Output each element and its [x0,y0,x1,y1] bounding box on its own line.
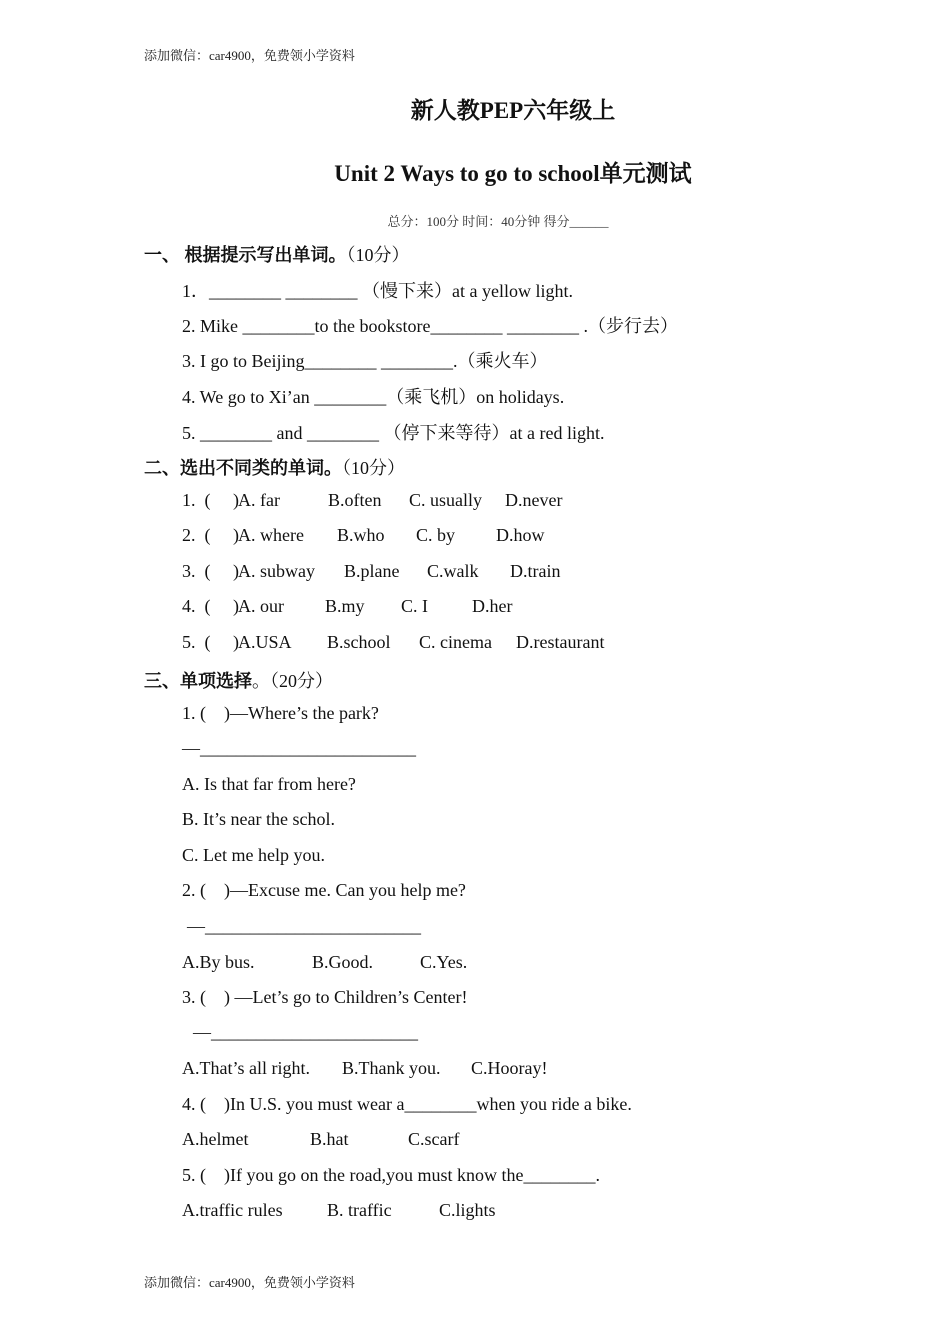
option-c: C.walk [427,561,479,581]
option-a: A.USA [238,632,292,652]
option-c: C. cinema [419,632,492,652]
section1-item-1: 1．________ ________ （慢下来）at a yellow light. [182,281,573,301]
item-number: 1. ( ) [182,490,239,510]
option-b: B.often [328,490,382,510]
score-meta: 总分：100分 时间：40分钟 得分______ [387,214,609,229]
section1-title: 一、 根据提示写出单词。 [144,245,347,265]
q5-option-c: C.lights [439,1200,496,1220]
option-d: D.how [496,525,545,545]
option-b: B.plane [344,561,400,581]
q4-question: 4. ( )In U.S. you must wear a________when you ride a bike. [182,1094,632,1114]
page-title: 新人教PEP六年级上 [410,98,616,123]
q2-question: 2. ( )—Excuse me. Can you help me? [182,880,466,900]
section2-title: 二、选出不同类的单词。 [144,458,342,478]
item-number: 5. ( ) [182,632,239,652]
option-d: D.never [505,490,563,510]
q4-option-c: C.scarf [408,1129,460,1149]
section3-heading [144,667,333,693]
option-d: D.her [472,596,513,616]
option-c: C. by [416,525,456,545]
q4-option-a: A.helmet [182,1129,249,1149]
page-subtitle: Unit 2 Ways to go to school单元测试 [334,161,692,186]
item-number: 3. ( ) [182,561,239,581]
option-c: C. usually [409,490,483,510]
section1-item-5: 5. ________ and ________ （停下来等待）at a red light. [182,423,605,443]
option-d: D.restaurant [516,632,605,652]
item-number: 4. ( ) [182,596,239,616]
q2-option-b: B.Good. [312,952,374,972]
q2-option-a: A.By bus. [182,952,255,972]
option-a: A. where [238,525,304,545]
section1-item-2: 2. Mike ________to the bookstore________ ________ .（步行去） [182,316,678,336]
q3-answer-line: —_______________________ [193,1022,418,1042]
q1-option-a: A. Is that far from here? [182,774,356,794]
option-a: A. far [238,490,280,510]
footer-note: 添加微信：car4900，免费领小学资料 [144,1275,355,1290]
option-a: A. our [238,596,284,616]
section1-item-3: 3. I go to Beijing________ ________.（乘火车） [182,351,548,371]
option-b: B.my [325,596,365,616]
q1-option-b: B. It’s near the schol. [182,809,335,829]
section2-points: （10分） [342,458,405,478]
option-b: B.who [337,525,385,545]
q4-option-b: B.hat [310,1129,349,1149]
item-number: 2. ( ) [182,525,239,545]
q3-option-a: A.That’s all right. [182,1058,310,1078]
option-a: A. subway [238,561,315,581]
q2-option-c: C.Yes. [420,952,468,972]
q3-option-b: B.Thank you. [342,1058,441,1078]
section3-points: 。（20分） [252,671,333,691]
option-c: C. I [401,596,428,616]
option-b: B.school [327,632,391,652]
q3-question: 3. ( ) —Let’s go to Children’s Center! [182,987,468,1007]
section1-item-4: 4. We go to Xi’an ________（乘飞机）on holidays. [182,387,565,407]
q5-question: 5. ( )If you go on the road,you must know the________. [182,1165,600,1185]
section2-heading [144,454,405,480]
section1-heading [144,241,410,267]
q5-option-a: A.traffic rules [182,1200,283,1220]
q3-option-c: C.Hooray! [471,1058,548,1078]
q2-answer-line: —________________________ [187,916,421,936]
q1-option-c: C. Let me help you. [182,845,325,865]
q1-question: 1. ( )—Where’s the park? [182,703,379,723]
section1-points: （10分） [346,245,410,265]
header-note: 添加微信：car4900，免费领小学资料 [144,48,355,63]
q1-answer-line: —________________________ [182,738,416,758]
q5-option-b: B. traffic [327,1200,392,1220]
option-d: D.train [510,561,561,581]
section3-title: 三、单项选择 [144,671,252,691]
